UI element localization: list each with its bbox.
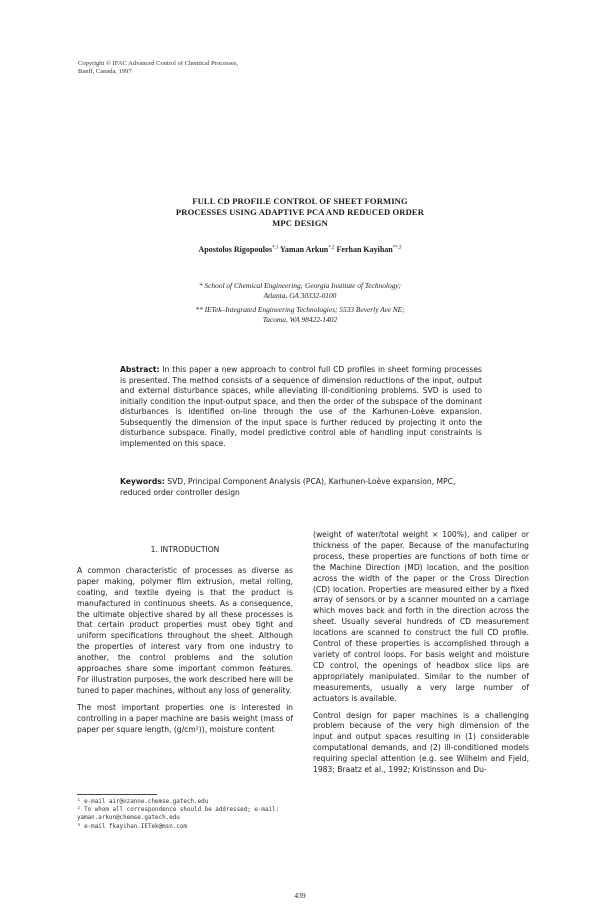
left-column xyxy=(77,545,293,742)
intro-paragraph-3: (weight of water/total weight × 100%), and caliper or thickness of the paper. Because of the manufacturing process, these properties are functions of both time or the Machine Direction (MD) location, and the position across the width of the paper or the Cross Direction (CD) location. Properties are measured either by a fixed array of sensors or by a scanner mounted on a carriage which moves back and forth in the direction across the sheet. Usually several hundreds of CD measurement locations are scanned to construct the full CD profile. Control of these properties is accomplished through a variety of control loops. For basis weight and moisture CD control, the openings of headbox slice lips are appropriately manipulated. Similar to the number of measurements, usually a very large number of actuators is available. xyxy=(313,530,529,703)
author-2: Yaman Arkun xyxy=(280,245,329,254)
right-column xyxy=(313,530,529,782)
affiliation-1-line-2: Atlanta, GA 30332-0100 xyxy=(263,290,337,300)
author-1-mark: *,1 xyxy=(272,245,279,251)
paper-title xyxy=(120,196,480,229)
section-heading: 1. INTRODUCTION xyxy=(150,545,220,554)
footnote-3: ³ e-mail fkayihan.IETek@msn.com xyxy=(77,823,187,830)
footnotes xyxy=(77,798,293,831)
author-3: Ferhan Kayihan xyxy=(336,245,393,254)
keywords xyxy=(120,477,482,498)
affiliation-1 xyxy=(100,281,500,300)
affiliation-1-line-1: * School of Chemical Engineering; Georgia Institute of Technology; xyxy=(198,281,402,290)
affiliation-2-line-2: Tacoma, WA 98422-1402 xyxy=(262,314,338,324)
footnote-2: ² To whom all correspondence should be addressed; e-mail: yaman.arkun@chemse.gatech.edu xyxy=(77,807,280,822)
footnote-1: ¹ e-mail air@ozanne.chemse.gatech.edu xyxy=(77,799,209,805)
copyright-line-2: Banff, Canada, 1997 xyxy=(78,68,132,75)
intro-paragraph-2: The most important properties one is interested in controlling in a paper machine are basis weight (mass of paper per square length, (g/cm²)), moisture content xyxy=(77,702,293,734)
page-number: 439 xyxy=(294,891,306,900)
abstract-text: In this paper a new approach to control full CD profiles in sheet forming processes is presented. The method consists of a sequence of dimension reductions of the input, output and external disturbance spaces, while alleviating ill-conditioning problems. SVD is used to initially condition the input-output space, and then the order of the subspace of the dominant disturbances is identified on-line through the use of the Karhunen-Loève expansion. Subsequently the dimension of the input space is further reduced by projecting it onto the disturbance subspace. Finally, model predictive control able of handling input constraints is implemented on this space. xyxy=(120,365,482,448)
title-line-3: MPC DESIGN xyxy=(272,218,328,228)
author-2-mark: *,2 xyxy=(328,245,335,251)
intro-paragraph-4: Control design for paper machines is a challenging problem because of the very high dimension of the input and output spaces resulting in (1) considerable computational demands, and (2) ill-conditioned models requiring special attention (e.g. see Wilhelm and Fjeld, 1983; Braatz et al., 1992; Kristinsson and Du- xyxy=(313,710,529,775)
author-1: Apostolos Rigopoulos xyxy=(198,245,273,254)
author-3-mark: **,3 xyxy=(392,245,402,251)
copyright-line-1: Copyright © IFAC Advanced Control of Chemical Processes, xyxy=(78,60,239,67)
title-line-1: FULL CD PROFILE CONTROL OF SHEET FORMING xyxy=(192,196,408,206)
keywords-label: Keywords: xyxy=(120,477,165,486)
keywords-text: SVD, Principal Component Analysis (PCA), Karhunen-Loève expansion, MPC, reduced order controller design xyxy=(120,477,456,497)
abstract-label: Abstract: xyxy=(120,365,160,374)
affiliation-2 xyxy=(100,305,500,324)
author-list xyxy=(100,245,500,254)
title-line-2: PROCESSES USING ADAPTIVE PCA AND REDUCED ORDER xyxy=(175,207,425,217)
intro-paragraph-1: A common characteristic of processes as diverse as paper making, polymer film extrusion, metal rolling, coating, and textile dyeing is that the product is manufactured in continuous sheets. As a consequence, the ultimate objective shared by all these processes is that certain product properties must obey tight and uniform specifications throughout the sheet. Although the properties of interest vary from one industry to another, the control problems and the solution approaches share some important common features. For illustration purposes, the work described here will be tuned to paper machines, without any loss of generality. xyxy=(77,565,293,695)
affiliation-2-line-1: ** IETek–Integrated Engineering Technologies; 5533 Beverly Ave NE; xyxy=(195,305,405,314)
footnote-rule xyxy=(77,794,157,795)
copyright-notice xyxy=(78,60,238,76)
abstract xyxy=(120,365,482,449)
